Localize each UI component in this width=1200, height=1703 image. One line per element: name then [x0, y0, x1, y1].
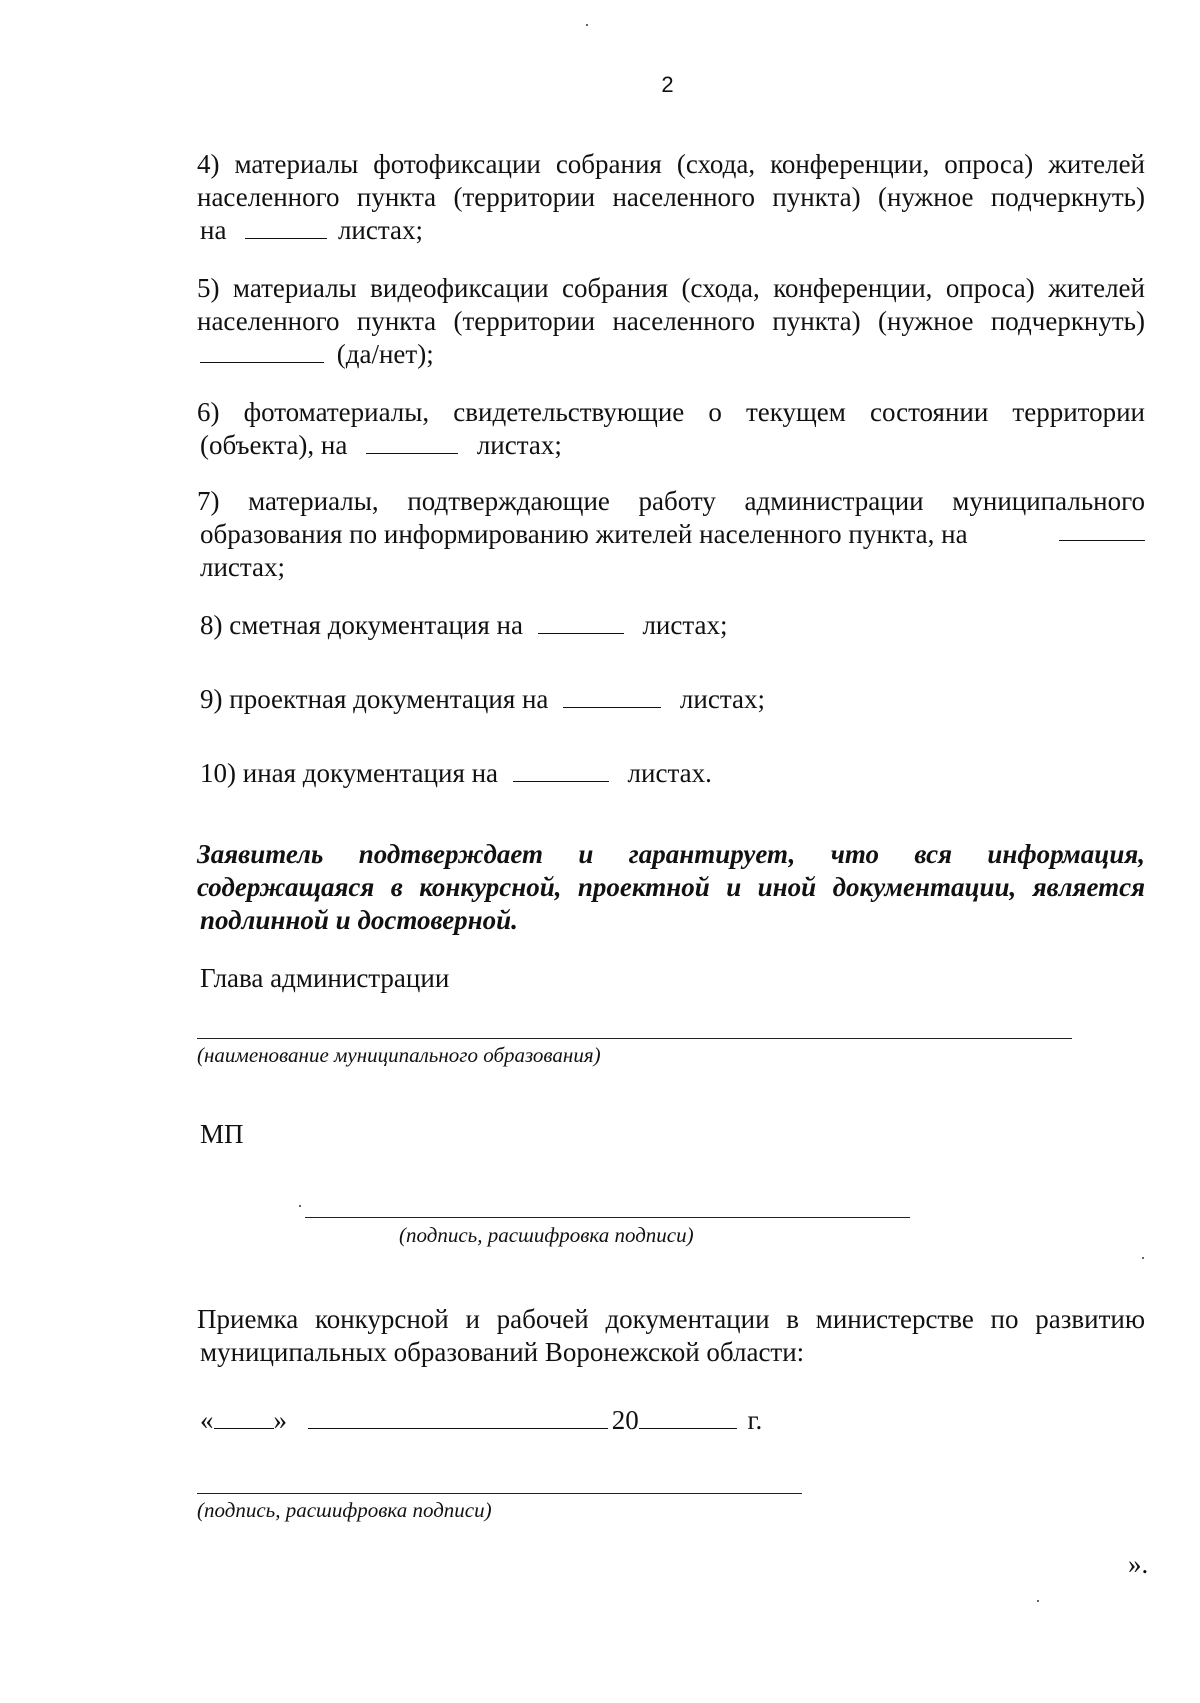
day-blank: [214, 1406, 274, 1429]
item-8-sheets-blank: [538, 611, 624, 634]
item-4-sheets-blank: [245, 216, 327, 239]
date-open-quote: «: [200, 1405, 214, 1435]
item-10-sheets-blank: [513, 759, 609, 782]
municipality-caption: (наименование муниципального образования): [197, 1043, 601, 1067]
item-4-line-3: [200, 214, 423, 247]
item-8-suffix: листах;: [642, 610, 728, 640]
year-prefix: 20: [611, 1405, 639, 1435]
item-7-line-2: [200, 518, 1145, 551]
item-10-prefix: 10) иная документация на: [200, 758, 499, 788]
item-9-sheets-blank: [563, 685, 661, 708]
item-5-line-1: 5) материалы видеофиксации собрания (схода, конференции, опроса) жителей: [197, 273, 1145, 303]
item-9-suffix: листах;: [679, 684, 765, 714]
signature-line-1: [305, 1217, 910, 1218]
scan-speck: [1037, 1600, 1039, 1602]
acceptance-line-2: муниципальных образований Воронежской области:: [200, 1337, 805, 1367]
item-5-suffix: (да/нет);: [336, 339, 434, 369]
declaration-line-3: подлинной и достоверной.: [200, 905, 518, 935]
item-6-prefix: (объекта), на: [200, 430, 348, 460]
month-blank: [308, 1406, 608, 1429]
signature-caption-1: (подпись, расшифровка подписи): [399, 1223, 694, 1247]
page-number: 2: [661, 72, 674, 97]
scan-speck: [1142, 1257, 1144, 1259]
item-7-line-1: 7) материалы, подтверждающие работу администрации муниципального: [197, 486, 1145, 516]
item-4-suffix: листах;: [337, 215, 423, 245]
year-blank: [639, 1406, 737, 1429]
item-8-prefix: 8) сметная документация на: [200, 610, 523, 640]
item-7-sheets-blank: [1059, 518, 1145, 541]
item-6-line-1: 6) фотоматериалы, свидетельствующие о текущем состоянии территории: [197, 397, 1145, 427]
closing-mark: ».: [1128, 1549, 1149, 1579]
scan-speck: [299, 1205, 301, 1207]
item-5-yesno-blank: [200, 340, 324, 363]
item-5-line-2: населенного пункта (территории населенного пункта) (нужное подчеркнуть): [197, 306, 1145, 336]
item-4-prefix: на: [200, 215, 227, 245]
date-close-quote: »: [273, 1405, 287, 1435]
scan-speck: [586, 24, 588, 26]
item-5-line-3: [200, 338, 434, 371]
item-10-suffix: листах.: [627, 758, 712, 788]
item-6-line-2: [200, 429, 562, 462]
year-suffix: г.: [747, 1405, 763, 1435]
item-9-prefix: 9) проектная документация на: [200, 684, 549, 714]
item-7-line-3: листах;: [200, 552, 286, 582]
declaration-line-1: Заявитель подтверждает и гарантирует, что вся информация,: [197, 839, 1145, 869]
signature-line-2: [197, 1493, 802, 1494]
acceptance-line-1: Приемка конкурсной и рабочей документации в министерстве по развитию: [197, 1304, 1145, 1334]
head-label: Глава администрации: [200, 963, 450, 993]
date-line: [200, 1404, 762, 1437]
item-10: [200, 757, 712, 790]
item-8: [200, 609, 727, 642]
item-6-suffix: листах;: [476, 430, 562, 460]
municipality-line: [197, 1038, 1072, 1039]
stamp-label: МП: [200, 1119, 244, 1149]
item-4-line-2: населенного пункта (территории населенного пункта) (нужное подчеркнуть): [197, 182, 1145, 212]
declaration-line-2: содержащаяся в конкурсной, проектной и иной документации, является: [197, 872, 1145, 902]
item-6-sheets-blank: [366, 431, 458, 454]
signature-caption-2: (подпись, расшифровка подписи): [197, 1498, 492, 1522]
item-4-line-1: 4) материалы фотофиксации собрания (схода, конференции, опроса) жителей: [197, 149, 1145, 179]
item-7-text: образования по информированию жителей населенного пункта, на: [200, 519, 968, 549]
item-9: [200, 683, 765, 716]
